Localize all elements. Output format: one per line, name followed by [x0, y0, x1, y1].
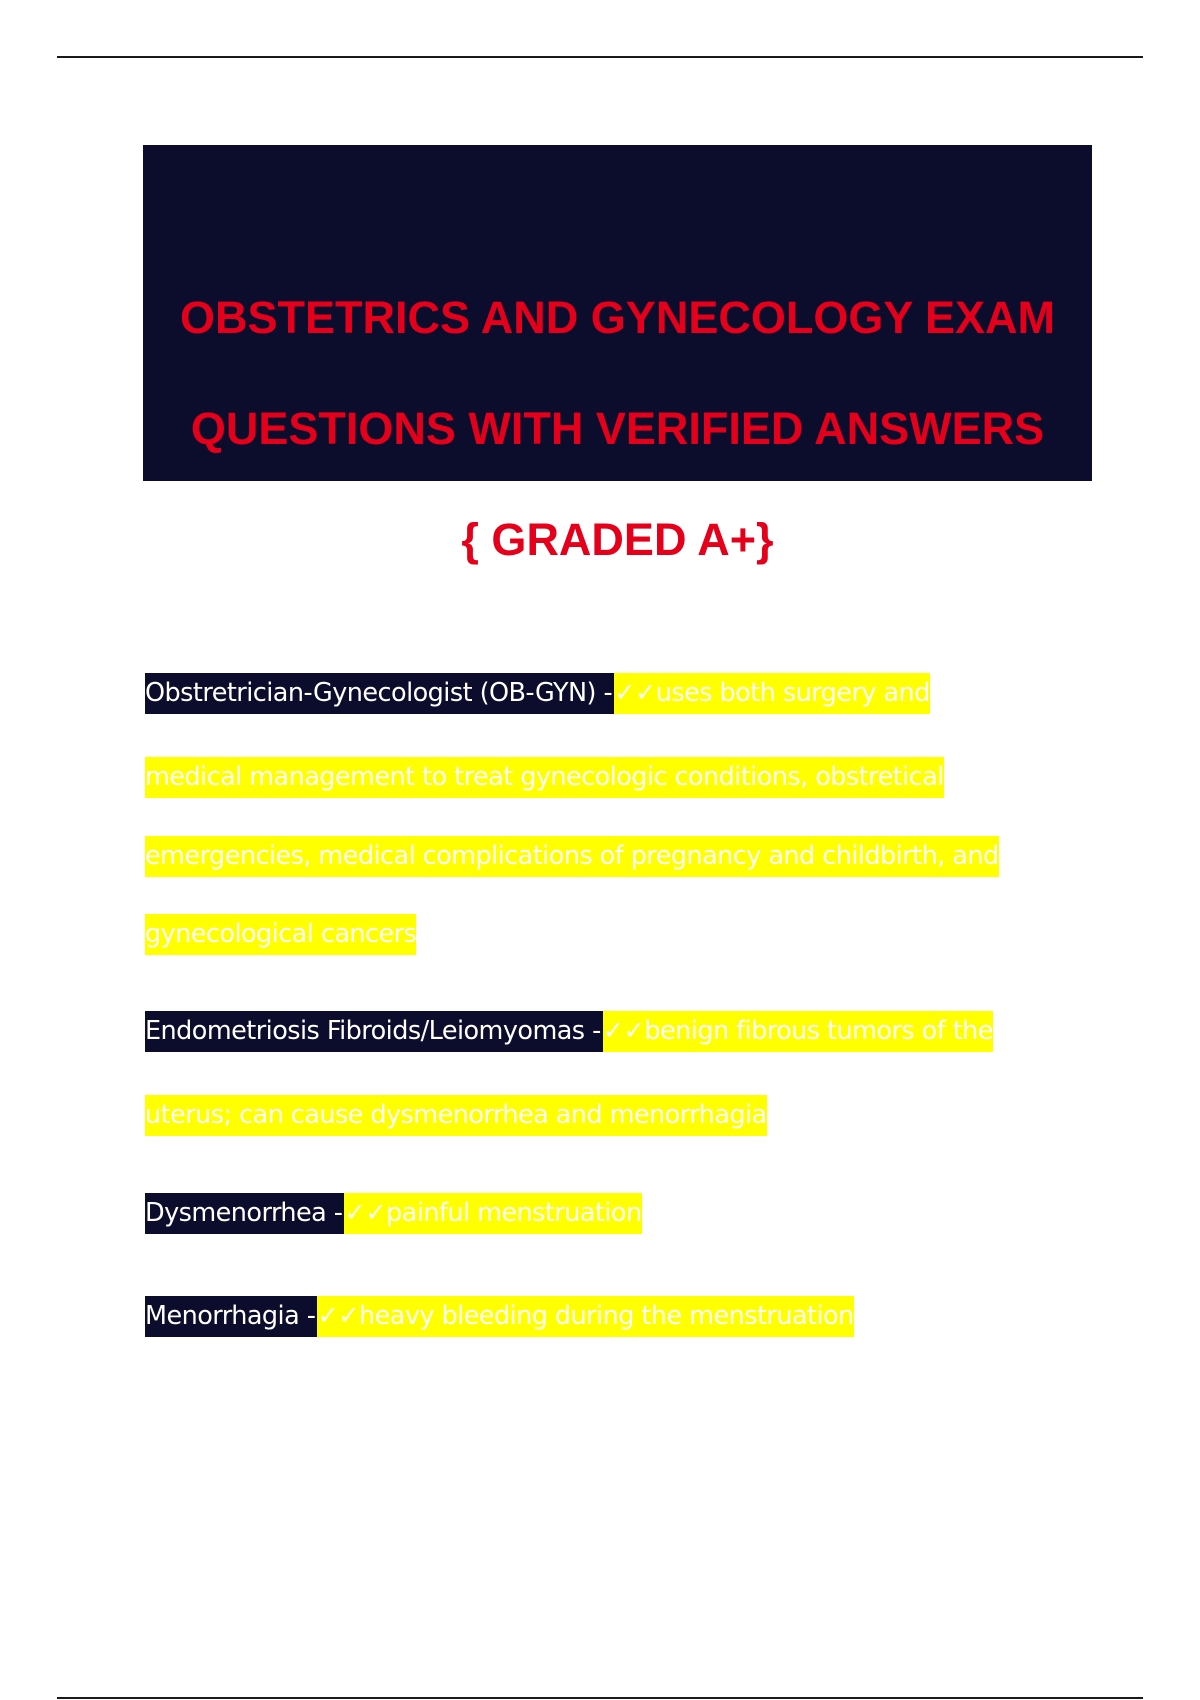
entry-answer: medical management to treat gynecologic conditions, obstretical	[145, 757, 944, 798]
entry-obgyn-line-4	[145, 914, 416, 955]
footer-rule	[57, 1697, 1143, 1699]
header-rule	[57, 56, 1143, 58]
entry-obgyn-line-1	[145, 673, 930, 714]
entry-term: Obstretrician-Gynecologist (OB-GYN) -	[145, 673, 614, 714]
entry-term: Endometriosis Fibroids/Leiomyomas -	[145, 1011, 603, 1052]
title-line-1: OBSTETRICS AND GYNECOLOGY EXAM	[179, 292, 1056, 343]
title-line-2: QUESTIONS WITH VERIFIED ANSWERS	[190, 403, 1045, 454]
entry-term: Dysmenorrhea -	[145, 1193, 344, 1234]
entry-term: Menorrhagia -	[145, 1296, 317, 1337]
entry-fibroids-line-2	[145, 1095, 767, 1136]
entry-fibroids-line-1	[145, 1011, 993, 1052]
title-banner	[143, 145, 1092, 565]
entry-answer: ✓✓benign fibrous tumors of the	[603, 1011, 993, 1052]
entry-answer: ✓✓uses both surgery and	[614, 673, 930, 714]
entry-answer: uterus; can cause dysmenorrhea and menorrhagia	[145, 1095, 767, 1136]
entry-answer: emergencies, medical complications of pregnancy and childbirth, and	[145, 836, 999, 877]
entry-menorrhagia	[145, 1296, 854, 1337]
entry-answer: ✓✓painful menstruation	[344, 1193, 641, 1234]
entry-obgyn-line-3	[145, 836, 999, 877]
entry-answer: gynecological cancers	[145, 914, 416, 955]
entry-obgyn-line-2	[145, 757, 944, 798]
entry-answer: ✓✓heavy bleeding during the menstruation	[317, 1296, 853, 1337]
entry-dysmenorrhea	[145, 1193, 642, 1234]
title-line-3: { GRADED A+}	[461, 514, 774, 565]
